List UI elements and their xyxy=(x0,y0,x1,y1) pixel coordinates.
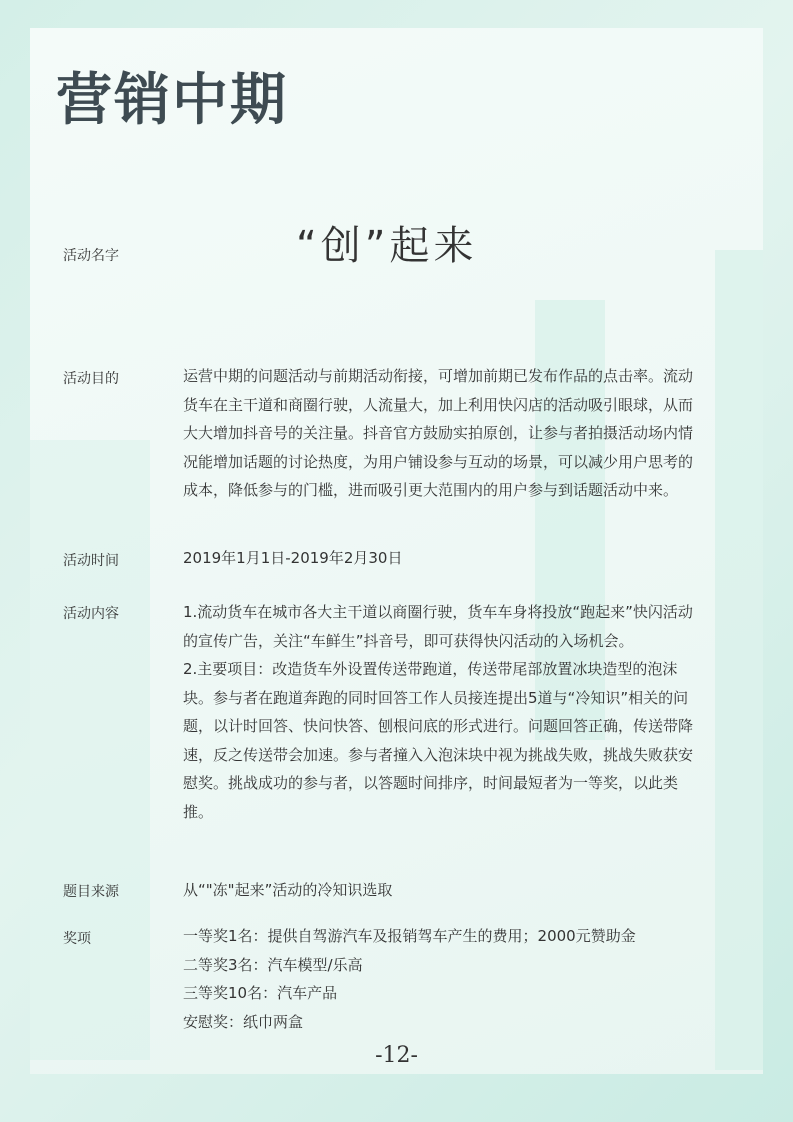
activity-name-label: 活动名字 xyxy=(63,248,119,264)
purpose-text: 运营中期的问题活动与前期活动衔接，可增加前期已发布作品的点击率。流动货车在主干道和商圈行驶，人流量大，加上利用快闪店的活动吸引眼球，从而大大增加抖音号的关注量。抖音官方鼓励实拍原创，让参与者拍摄活动场内情况能增加话题的讨论热度，为用户铺设参与互动的场景，可以减少用户思考的成本，降低参与的门槛，进而吸引更大范围内的用户参与到话题活动中来。 xyxy=(183,367,694,499)
purpose-label: 活动目的 xyxy=(63,371,119,387)
time-label: 活动时间 xyxy=(63,553,119,569)
prizes-list xyxy=(183,922,701,1036)
prize-item: 一等奖1名：提供自驾游汽车及报销驾车产生的费用；2000元赞助金 xyxy=(183,927,636,945)
background-shape xyxy=(30,440,150,1060)
content-paragraph-1: 1.流动货车在城市各大主干道以商圈行驶，货车车身将投放“跑起来”快闪活动的宣传广告，关注“车鲜生”抖音号，即可获得快闪活动的入场机会。 xyxy=(183,603,693,650)
time-value: 2019年1月1日-2019年2月30日 xyxy=(183,549,403,567)
page-number: -12- xyxy=(375,1043,418,1068)
content-label: 活动内容 xyxy=(63,606,119,622)
source-label: 题目来源 xyxy=(63,884,119,900)
activity-name-value: “创”起来 xyxy=(296,223,478,269)
content-paragraph-2: 2.主要项目：改造货车外设置传送带跑道，传送带尾部放置冰块造型的泡沫块。参与者在跑道奔跑的同时回答工作人员接连提出5道与“冷知识”相关的问题，以计时回答、快问快答、刨根问底的形式进行。问题回答正确，传送带降速，反之传送带会加速。参与者撞入入泡沫块中视为挑战失败，挑战失败获安慰奖。挑战成功的参与者，以答题时间排序，时间最短者为一等奖，以此类推。 xyxy=(183,660,694,821)
prize-item: 三等奖10名：汽车产品 xyxy=(183,984,338,1002)
prize-item: 安慰奖：纸巾两盒 xyxy=(183,1012,304,1031)
prize-item: 二等奖3名：汽车模型/乐高 xyxy=(183,955,363,974)
background-shape xyxy=(715,250,763,1070)
prizes-label: 奖项 xyxy=(63,931,91,947)
content-text xyxy=(183,598,701,826)
page-title: 营销中期 xyxy=(56,68,288,133)
source-value: 从“"冻"起来”活动的冷知识选取 xyxy=(183,881,393,899)
